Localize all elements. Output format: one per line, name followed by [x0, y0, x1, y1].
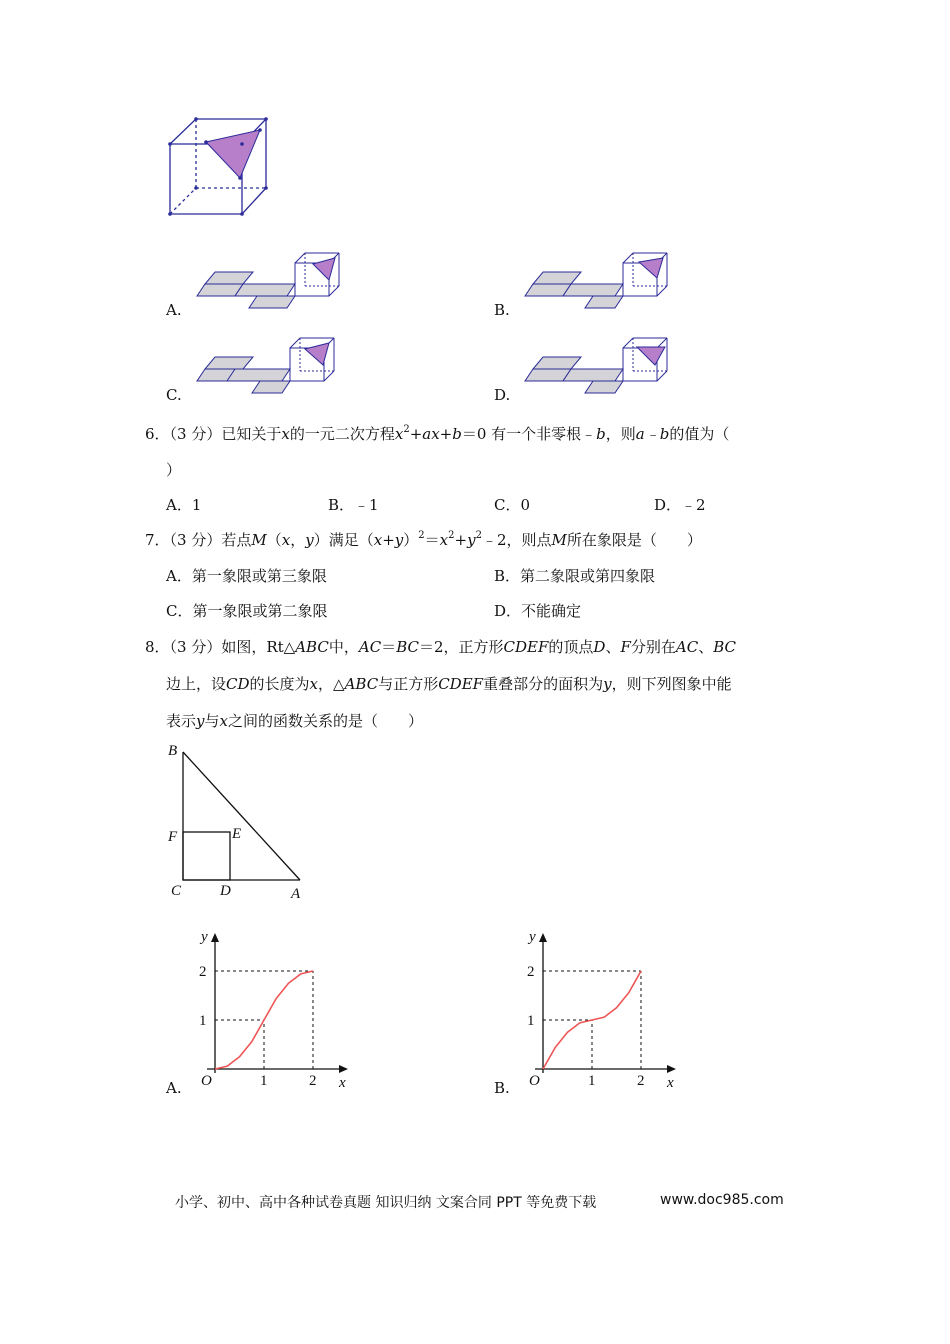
- net-option-d: [523, 335, 673, 395]
- x-tick-label-2: 2: [637, 1073, 645, 1089]
- q7-var: M: [551, 531, 567, 549]
- y-axis-label: y: [201, 929, 208, 945]
- q8-text: 之间的函数关系的是（ ）: [227, 712, 423, 730]
- q8-text: 、: [605, 638, 621, 656]
- q7-text: 所在象限是（ ）: [566, 531, 702, 549]
- q8-var: x: [309, 675, 319, 693]
- y-axis-label: y: [529, 929, 536, 945]
- x-tick-label-1: 1: [260, 1073, 268, 1089]
- graph-option-b: [518, 925, 688, 1095]
- q6-text: ，则: [605, 425, 636, 443]
- q8-var: CDEF: [503, 638, 549, 656]
- q8-var: F: [620, 638, 631, 656]
- q8-text: ＝2，正方形: [418, 638, 504, 656]
- origin-label: O: [201, 1073, 212, 1089]
- label-d: D: [220, 883, 231, 899]
- q5-option-c-label[interactable]: C.: [166, 386, 182, 404]
- q6-option-c[interactable]: C．0: [494, 496, 531, 514]
- y-tick-label-2: 2: [527, 964, 535, 980]
- q7-option-c[interactable]: C．第一象限或第二象限: [166, 602, 328, 620]
- q8-text: 边上，设: [166, 675, 227, 693]
- q7-var: y: [305, 531, 314, 549]
- q8-var: BC: [713, 638, 736, 656]
- q8-var: y: [196, 712, 205, 730]
- label-a: A: [291, 886, 301, 902]
- q7-var: x: [439, 531, 449, 549]
- q6-score: （3 分）: [169, 425, 222, 443]
- q7-sup: 2: [448, 530, 455, 541]
- q7-var: x: [281, 531, 291, 549]
- q8-var: AC: [358, 638, 382, 656]
- q7-var: M: [251, 531, 267, 549]
- q7-sup: 2: [475, 530, 482, 541]
- q7-text: ）满足（: [313, 531, 374, 549]
- q7-text: 若点: [221, 531, 252, 549]
- q8-number: 8．: [145, 638, 170, 656]
- q6-var: a﹣b: [635, 425, 670, 443]
- q8-var: BC: [396, 638, 419, 656]
- q8-var: CD: [226, 675, 250, 693]
- x-axis-label: x: [667, 1075, 674, 1091]
- q7-option-b[interactable]: B．第二象限或第四象限: [494, 567, 656, 585]
- label-b: B: [168, 743, 178, 759]
- q8-var: ABC: [295, 638, 329, 656]
- q8-text: 、: [698, 638, 714, 656]
- q8-text: ，△: [318, 675, 345, 693]
- q6-var: x: [394, 425, 404, 443]
- x-tick-label-1: 1: [588, 1073, 596, 1089]
- shaded-triangle: [206, 130, 260, 178]
- x-axis-arrow: [339, 1065, 348, 1073]
- q6-var: +ax+b: [409, 425, 462, 443]
- y-tick-label-1: 1: [527, 1013, 535, 1029]
- q8-text: 的长度为: [249, 675, 310, 693]
- q8-option-b-label[interactable]: B.: [494, 1079, 510, 1097]
- net-option-a: [195, 250, 345, 310]
- q6-var: x: [281, 425, 290, 443]
- q8-text: 如图，Rt△: [221, 638, 296, 656]
- x-tick-label-2: 2: [309, 1073, 317, 1089]
- q7-text: ，: [290, 531, 306, 549]
- q7-text: ﹣2，则点: [481, 531, 552, 549]
- q7-text: （: [266, 531, 282, 549]
- q8-stem-line2: [166, 674, 732, 694]
- q7-score: （3 分）: [169, 531, 222, 549]
- q7-stem: [145, 530, 702, 550]
- q6-text: 的值为（: [669, 425, 730, 443]
- net-option-b: [523, 250, 673, 310]
- y-axis-arrow: [539, 933, 547, 942]
- q8-text: 中，: [328, 638, 359, 656]
- q7-option-a[interactable]: A．第一象限或第三象限: [166, 567, 327, 585]
- q8-text: 的顶点: [548, 638, 594, 656]
- square-cdef: [183, 832, 230, 880]
- q6-option-a[interactable]: A．1: [166, 496, 202, 514]
- q8-text: 与: [204, 712, 220, 730]
- footer-text: 小学、初中、高中各种试卷真题 知识归纳 文案合同 PPT 等免费下载: [175, 1195, 597, 1211]
- q8-var: y: [603, 675, 612, 693]
- label-f: F: [168, 829, 178, 845]
- label-c: C: [171, 883, 182, 899]
- q6-stem: [145, 424, 729, 444]
- q6-text: ＝0 有一个非零根﹣: [461, 425, 597, 443]
- footer-url[interactable]: www.doc985.com: [660, 1192, 784, 1208]
- q7-text: +: [454, 531, 468, 549]
- q7-var: y: [467, 531, 476, 549]
- y-tick-label-1: 1: [199, 1013, 207, 1029]
- q7-text: ）: [403, 531, 419, 549]
- q8-text: 分别在: [630, 638, 676, 656]
- q8-var: CDEF: [438, 675, 484, 693]
- q8-var: AC: [675, 638, 699, 656]
- q8-text: ＝: [381, 638, 397, 656]
- q6-text: 的一元二次方程: [289, 425, 395, 443]
- q8-text: 与正方形: [378, 675, 439, 693]
- q7-number: 7．: [145, 531, 170, 549]
- q8-var: D: [593, 638, 606, 656]
- q6-stem-line2: ）: [166, 461, 182, 479]
- q5-option-a-label[interactable]: A.: [166, 301, 182, 319]
- q6-option-d[interactable]: D．﹣2: [654, 496, 706, 514]
- origin-label: O: [529, 1073, 540, 1089]
- q6-text: 已知关于: [221, 425, 282, 443]
- x-axis-arrow: [667, 1065, 676, 1073]
- graph-option-a: [190, 925, 360, 1095]
- q5-option-b-label[interactable]: B.: [494, 301, 510, 319]
- q7-sup: 2: [418, 530, 425, 541]
- label-e: E: [232, 826, 242, 842]
- triangle-figure: [165, 740, 315, 900]
- q8-stem-line3: [166, 711, 423, 731]
- q6-number: 6．: [145, 425, 170, 443]
- q8-text: ，则下列图象中能: [611, 675, 732, 693]
- q7-option-d[interactable]: D．不能确定: [494, 602, 582, 620]
- q5-option-d-label[interactable]: D.: [494, 386, 511, 404]
- side-ab: [183, 752, 300, 880]
- q7-var: x+y: [373, 531, 404, 549]
- q8-var: ABC: [344, 675, 379, 693]
- q8-score: （3 分）: [169, 638, 222, 656]
- q8-stem-line1: [145, 637, 736, 657]
- x-axis-label: x: [339, 1075, 346, 1091]
- q6-option-b[interactable]: B．﹣1: [328, 496, 379, 514]
- cube-figure: [162, 112, 272, 218]
- y-axis-arrow: [211, 933, 219, 942]
- q6-sup: 2: [403, 424, 410, 435]
- q8-var: x: [219, 712, 228, 730]
- q8-option-a-label[interactable]: A.: [166, 1079, 182, 1097]
- q7-text: ＝: [424, 531, 440, 549]
- q8-text: 重叠部分的面积为: [483, 675, 604, 693]
- q8-text: 表示: [166, 712, 197, 730]
- y-tick-label-2: 2: [199, 964, 207, 980]
- net-option-c: [195, 335, 345, 395]
- q6-var: b: [596, 425, 606, 443]
